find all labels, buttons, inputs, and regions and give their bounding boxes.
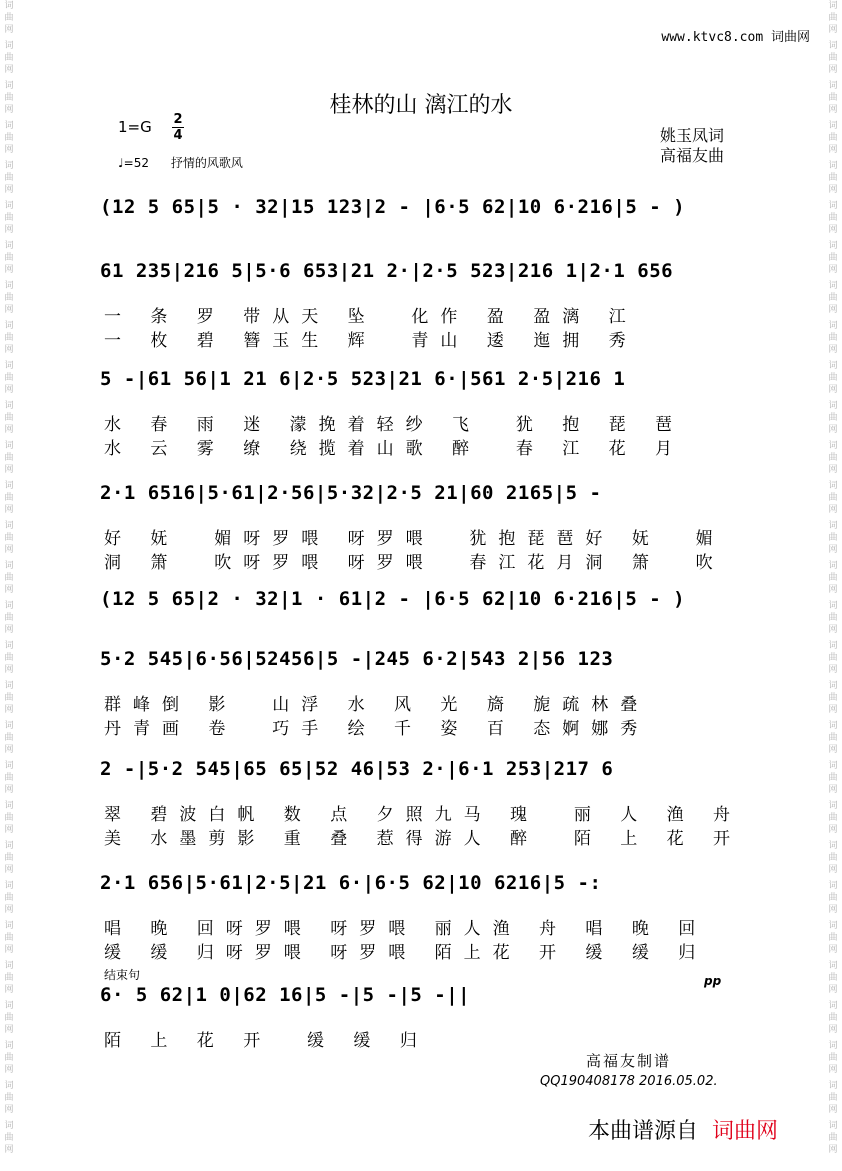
score-line-2: 61 235|216 5|5·6 653|21 2·|2·5 523|216 1|2·1 656 xyxy=(100,260,674,282)
watermark-text: 词 曲 网 xyxy=(4,281,14,315)
watermark-text: 词 曲 网 xyxy=(828,561,838,595)
watermark-text: 词 曲 网 xyxy=(4,1,14,35)
score-line-3: 5 -|61 56|1 21 6|2·5 523|21 6·|561 2·5|216 1 xyxy=(100,368,626,390)
watermark-text: 词 曲 网 xyxy=(828,1,838,35)
watermark-text: 词 曲 网 xyxy=(4,441,14,475)
watermark-text: 词 曲 网 xyxy=(4,721,14,755)
watermark-text: 词 曲 网 xyxy=(828,521,838,555)
watermark-text: 词 曲 网 xyxy=(828,361,838,395)
watermark-text: 词 曲 网 xyxy=(4,761,14,795)
credits xyxy=(660,126,724,166)
watermark-text: 词 曲 网 xyxy=(828,441,838,475)
watermark-text: 词 曲 网 xyxy=(828,721,838,755)
watermark-text: 词 曲 网 xyxy=(4,881,14,915)
lyric-line-2-2: 一 枚 碧 簪玉生 辉 青山 逶 迤拥 秀 xyxy=(104,331,638,351)
lyric-line-8-1: 唱 晚 回呀罗喂 呀罗喂 丽人渔 舟 唱 晚 回 xyxy=(104,919,708,939)
site-name: 词曲网 xyxy=(770,30,810,45)
watermark-text: 词 曲 网 xyxy=(4,161,14,195)
watermark-text: 词 曲 网 xyxy=(828,41,838,75)
performance-style: 抒情的风歌风 xyxy=(170,156,243,170)
key-signature: 1=G xyxy=(118,118,152,136)
score-line-6: 5·2 545|6·56|52456|5 -|245 6·2|543 2|56 123 xyxy=(100,648,614,670)
lyric-line-8-2: 缓 缓 归呀罗喂 呀罗喂 陌上花 开 缓 缓 归 xyxy=(104,943,708,963)
watermark-text: 词 曲 网 xyxy=(828,921,838,955)
watermark-text: 词 曲 网 xyxy=(4,921,14,955)
lyricist: 姚玉凤词 xyxy=(659,126,724,145)
watermark-text: 词 曲 网 xyxy=(4,361,14,395)
lyric-line-6-1: 群峰倒 影 山浮 水 风 光 旖 旎疏林叠 xyxy=(104,695,650,715)
watermark-text: 词 曲 网 xyxy=(828,601,838,635)
lyric-line-7-1: 翠 碧波白帆 数 点 夕照九马 瑰 丽 人 渔 舟 xyxy=(104,805,743,825)
lyric-line-6-2: 丹青画 卷 巧手 绘 千 姿 百 态婀娜秀 xyxy=(104,719,650,739)
tempo-marking xyxy=(118,154,243,171)
watermark-text: 词 曲 网 xyxy=(4,681,14,715)
song-title: 桂林的山 漓江的水 xyxy=(329,93,513,118)
score-line-7: 2 -|5·2 545|65 65|52 46|53 2·|6·1 253|217 6 xyxy=(100,758,614,780)
lyric-line-7-2: 美 水墨剪影 重 叠 惹得游人 醉 陌 上 花 开 xyxy=(104,829,743,849)
watermark-text: 词 曲 网 xyxy=(4,1041,14,1075)
watermark-text: 词 曲 网 xyxy=(828,81,838,115)
watermark-text: 词 曲 网 xyxy=(828,841,838,875)
watermark-text: 词 曲 网 xyxy=(828,401,838,435)
watermark-text: 词 曲 网 xyxy=(4,321,14,355)
lyric-line-4-2: 洞 箫 吹呀罗喂 呀罗喂 春江花月洞 箫 吹 xyxy=(104,553,725,573)
watermark-text: 词 曲 网 xyxy=(828,1081,838,1115)
watermark-text: 词 曲 网 xyxy=(4,961,14,995)
watermark-text: 词 曲 网 xyxy=(4,601,14,635)
watermark-text: 词 曲 网 xyxy=(4,521,14,555)
watermark-text: 词 曲 网 xyxy=(828,881,838,915)
watermark-text: 词 曲 网 xyxy=(828,241,838,275)
watermark-text: 词 曲 网 xyxy=(4,1121,14,1155)
watermark-text: 词 曲 网 xyxy=(4,41,14,75)
site-url[interactable]: www.ktvc8.com xyxy=(661,30,764,45)
watermark-text: 词 曲 网 xyxy=(828,201,838,235)
watermark-text: 词 曲 网 xyxy=(4,561,14,595)
watermark-text: 词 曲 网 xyxy=(4,641,14,675)
watermark-text: 词 曲 网 xyxy=(4,801,14,835)
lyric-line-3-2: 水 云 雾 缭 绕揽着山歌 醉 春 江 花 月 xyxy=(104,439,685,459)
watermark-text: 词 曲 网 xyxy=(828,1041,838,1075)
dynamic-marking: pp xyxy=(704,974,722,988)
score-maker: 高福友制谱 xyxy=(586,1052,672,1070)
lyric-line-9-1: 陌 上 花 开 缓 缓 归 xyxy=(104,1031,429,1051)
source-brand[interactable]: 词曲网 xyxy=(712,1119,779,1144)
lyric-line-3-1: 水 春 雨 迷 濛挽着轻纱 飞 犹 抱 琵 琶 xyxy=(104,415,685,435)
watermark-text: 词 曲 网 xyxy=(828,281,838,315)
watermark-text: 词 曲 网 xyxy=(828,1001,838,1035)
watermark-text: 词 曲 网 xyxy=(4,401,14,435)
watermark-text: 词 曲 网 xyxy=(828,681,838,715)
right-watermark-strip xyxy=(824,0,842,1171)
watermark-text: 词 曲 网 xyxy=(828,641,838,675)
time-bottom: 4 xyxy=(173,128,183,143)
watermark-text: 词 曲 网 xyxy=(4,481,14,515)
left-watermark-strip xyxy=(0,0,18,1171)
watermark-text: 词 曲 网 xyxy=(4,1081,14,1115)
time-signature xyxy=(172,112,184,143)
watermark-text: 词 曲 网 xyxy=(4,1001,14,1035)
source-label: 本曲谱源自 xyxy=(588,1119,699,1144)
score-line-9: 6· 5 62|1 0|62 16|5 -|5 -|5 -|| xyxy=(100,984,471,1006)
site-header[interactable] xyxy=(661,26,810,45)
score-line-4: 2·1 6516|5·61|2·56|5·32|2·5 21|60 2165|5 - xyxy=(100,482,602,504)
watermark-text: 词 曲 网 xyxy=(4,241,14,275)
watermark-text: 词 曲 网 xyxy=(828,801,838,835)
ending-label: 结束句 xyxy=(104,968,141,982)
watermark-text: 词 曲 网 xyxy=(4,201,14,235)
watermark-text: 词 曲 网 xyxy=(828,481,838,515)
composer: 高福友曲 xyxy=(659,146,724,165)
watermark-text: 词 曲 网 xyxy=(828,761,838,795)
watermark-text: 词 曲 网 xyxy=(828,1121,838,1155)
tempo: ♩=52 xyxy=(118,156,149,170)
lyric-line-4-1: 好 妩 媚呀罗喂 呀罗喂 犹抱琵琶好 妩 媚 xyxy=(104,529,725,549)
watermark-text: 词 曲 网 xyxy=(828,161,838,195)
time-top: 2 xyxy=(173,112,183,127)
watermark-text: 词 曲 网 xyxy=(828,321,838,355)
score-line-8: 2·1 656|5·61|2·5|21 6·|6·5 62|10 6216|5 -: xyxy=(100,872,602,894)
lyric-line-2-1: 一 条 罗 带从天 坠 化作 盈 盈漓 江 xyxy=(104,307,638,327)
watermark-text: 词 曲 网 xyxy=(4,121,14,155)
score-line-5: (12 5 65|2 · 32|1 · 61|2 - |6·5 62|10 6·216|5 - ) xyxy=(100,588,686,610)
score-line-1: (12 5 65|5 · 32|15 123|2 - |6·5 62|10 6·216|5 - ) xyxy=(100,196,686,218)
source-footer xyxy=(588,1114,778,1145)
watermark-text: 词 曲 网 xyxy=(828,121,838,155)
watermark-text: 词 曲 网 xyxy=(4,81,14,115)
watermark-text: 词 曲 网 xyxy=(828,961,838,995)
watermark-text: 词 曲 网 xyxy=(4,841,14,875)
score-date: QQ190408178 2016.05.02. xyxy=(540,1074,718,1089)
